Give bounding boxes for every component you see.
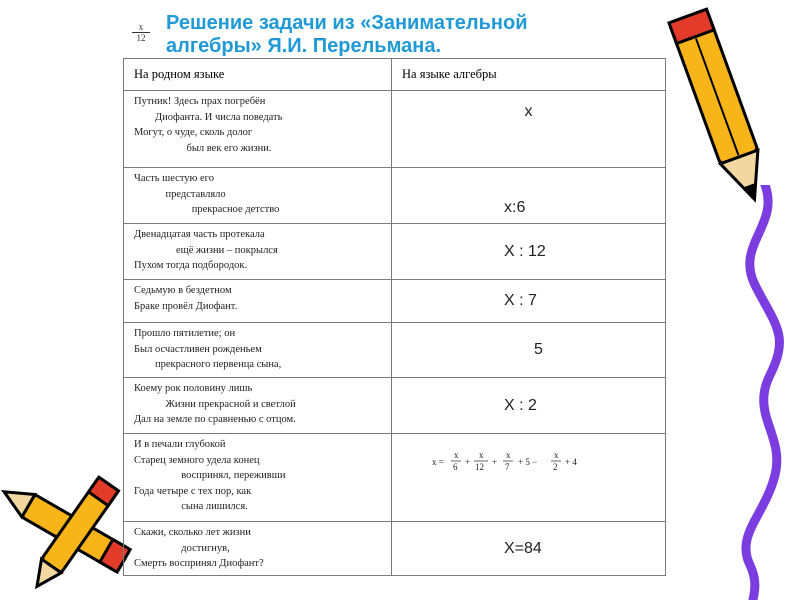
eq-den: 12 bbox=[475, 462, 484, 472]
native-text: Скажи, сколько лет жизни достигнув, Смерть воспринял Диофант? bbox=[124, 522, 392, 576]
native-text: Часть шестую его представляло прекрасное детство bbox=[124, 168, 392, 224]
squiggle-decoration bbox=[695, 185, 800, 600]
problem-table bbox=[123, 58, 666, 576]
algebra-value: 5 bbox=[534, 341, 543, 358]
native-text: Прошло пятилетие; он Был осчастливен рожденьем прекрасного первенца сына, bbox=[124, 323, 392, 378]
table-row bbox=[124, 323, 666, 378]
fraction-denominator: 12 bbox=[136, 33, 146, 43]
equation-formula bbox=[432, 448, 612, 478]
native-text: И в печали глубокой Старец земного удела конец воспринял, переживши Года четыре с тех пор, как сына лишился. bbox=[124, 434, 392, 522]
table-row bbox=[124, 522, 666, 576]
algebra-text bbox=[392, 168, 666, 224]
eq-tail1: + 5 − bbox=[518, 457, 538, 467]
eq-lhs: x = bbox=[432, 457, 444, 467]
svg-text:+: + bbox=[492, 457, 498, 467]
table-row bbox=[124, 91, 666, 168]
algebra-value: x:6 bbox=[504, 199, 526, 216]
table-row bbox=[124, 280, 666, 323]
algebra-value: X=84 bbox=[504, 539, 542, 557]
eq-num: x bbox=[506, 450, 511, 460]
algebra-value: X : 12 bbox=[504, 242, 546, 260]
column-header-algebra: На языке алгебры bbox=[392, 59, 666, 91]
page-title: Решение задачи из «Занимательной алгебры» Я.И. Перельмана. bbox=[166, 12, 528, 57]
algebra-value: X : 2 bbox=[504, 396, 537, 414]
algebra-value: X : 7 bbox=[504, 292, 537, 309]
algebra-text bbox=[392, 224, 666, 280]
algebra-text bbox=[392, 91, 666, 168]
table-row bbox=[124, 224, 666, 280]
svg-text:+: + bbox=[465, 457, 471, 467]
table-row bbox=[124, 378, 666, 434]
table-row bbox=[124, 434, 666, 522]
eq-num: x bbox=[554, 450, 559, 460]
eq-den: 6 bbox=[453, 462, 458, 472]
native-text: Коему рок половину лишь Жизни прекрасной и светлой Дал на земле по сравненью с отцом. bbox=[124, 378, 392, 434]
eq-den: 2 bbox=[553, 462, 558, 472]
fraction-numerator: x bbox=[132, 22, 150, 33]
eq-tail2: + 4 bbox=[565, 457, 577, 467]
algebra-text bbox=[392, 323, 666, 378]
eq-den: 7 bbox=[505, 462, 510, 472]
eq-num: x bbox=[454, 450, 459, 460]
column-header-native: На родном языке bbox=[124, 59, 392, 91]
algebra-text bbox=[392, 522, 666, 576]
header-fraction bbox=[132, 22, 150, 43]
algebra-value: x bbox=[524, 103, 533, 120]
table-header-row bbox=[124, 59, 666, 91]
algebra-text bbox=[392, 378, 666, 434]
eq-num: x bbox=[479, 450, 484, 460]
algebra-text bbox=[392, 280, 666, 323]
native-text: Путник! Здесь прах погребён Диофанта. И числа поведать Могут, о чуде, сколь долог был век его жизни. bbox=[124, 91, 392, 168]
native-text: Двенадцатая часть протекала ещё жизни – покрылся Пухом тогда подбородок. bbox=[124, 224, 392, 280]
native-text: Седьмую в бездетном Браке провёл Диофант. bbox=[124, 280, 392, 323]
table-row bbox=[124, 168, 666, 224]
algebra-equation bbox=[392, 434, 666, 522]
